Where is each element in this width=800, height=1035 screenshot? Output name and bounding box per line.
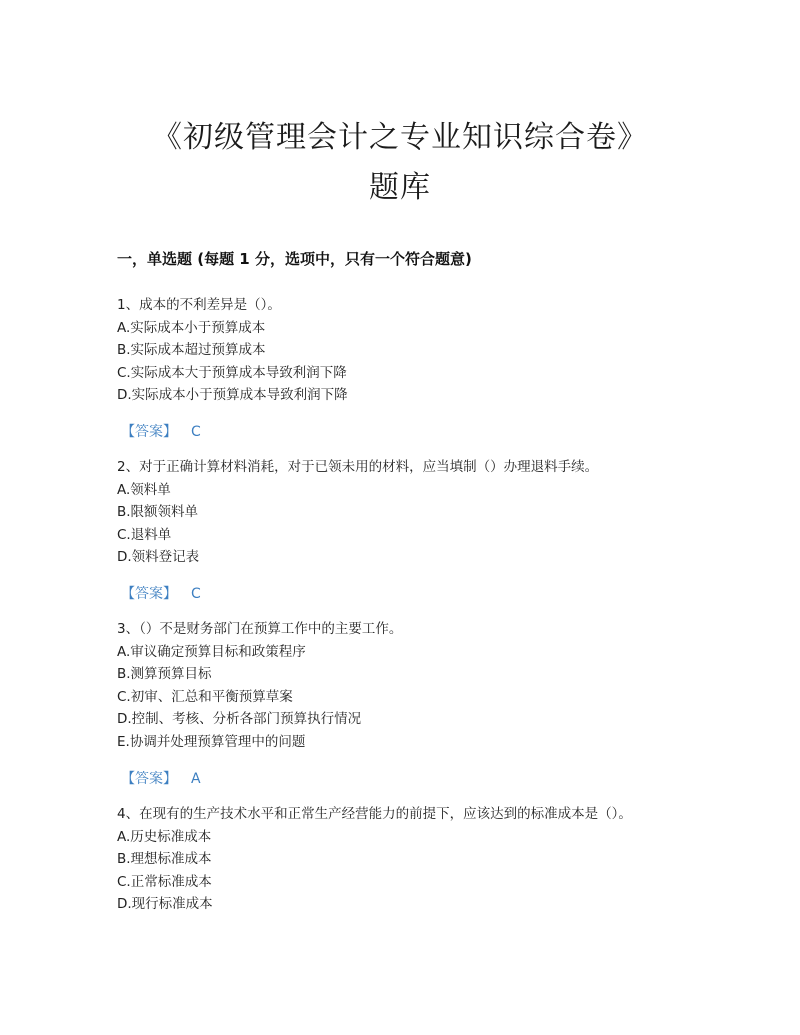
answer-1 [121,421,201,441]
option-c: C.退料单 [117,526,172,543]
option-b: B.限额领料单 [117,504,199,520]
option-c: C.初审、汇总和平衡预算草案 [117,688,293,705]
question-stem: 1、成本的不利差异是（）。 [117,297,281,313]
option-d: D.现行标准成本 [117,896,213,912]
question-1 [117,294,717,407]
question-stem: 2、对于正确计算材料消耗，对于已领未用的材料，应当填制（）办理退料手续。 [117,459,599,475]
option-d: D.领料登记表 [117,549,200,565]
option-b: B.测算预算目标 [117,666,212,682]
answer-label: 【答案】 [121,586,177,602]
option-c: C.正常标准成本 [117,873,212,890]
option-a: A.审议确定预算目标和政策程序 [117,643,306,660]
option-e: E.协调并处理预算管理中的问题 [117,733,306,750]
answer-3 [121,768,201,788]
option-d: D.控制、考核、分析各部门预算执行情况 [117,711,362,727]
answer-label: 【答案】 [121,424,177,440]
question-stem: 3、（）不是财务部门在预算工作中的主要工作。 [117,621,403,637]
option-a: A.领料单 [117,481,171,498]
answer-label: 【答案】 [121,771,177,787]
answer-value: C [191,424,201,440]
option-b: B.理想标准成本 [117,851,212,867]
question-3 [117,618,717,753]
answer-value: A [191,771,201,787]
option-a: A.实际成本小于预算成本 [117,319,266,336]
question-stem: 4、在现有的生产技术水平和正常生产经营能力的前提下，应该达到的标准成本是（）。 [117,806,632,822]
document-title-line1: 《初级管理会计之专业知识综合卷》 [152,120,648,155]
option-d: D.实际成本小于预算成本导致利润下降 [117,387,348,403]
document-title-line2: 题库 [369,170,431,205]
option-b: B.实际成本超过预算成本 [117,342,266,358]
answer-value: C [191,586,201,602]
option-a: A.历史标准成本 [117,828,212,845]
answer-2 [121,583,201,603]
section-heading: 一，单选题 (每题 1 分，选项中，只有一个符合题意) [117,250,472,268]
option-c: C.实际成本大于预算成本导致利润下降 [117,364,347,381]
question-2 [117,456,717,569]
question-4 [117,803,717,916]
